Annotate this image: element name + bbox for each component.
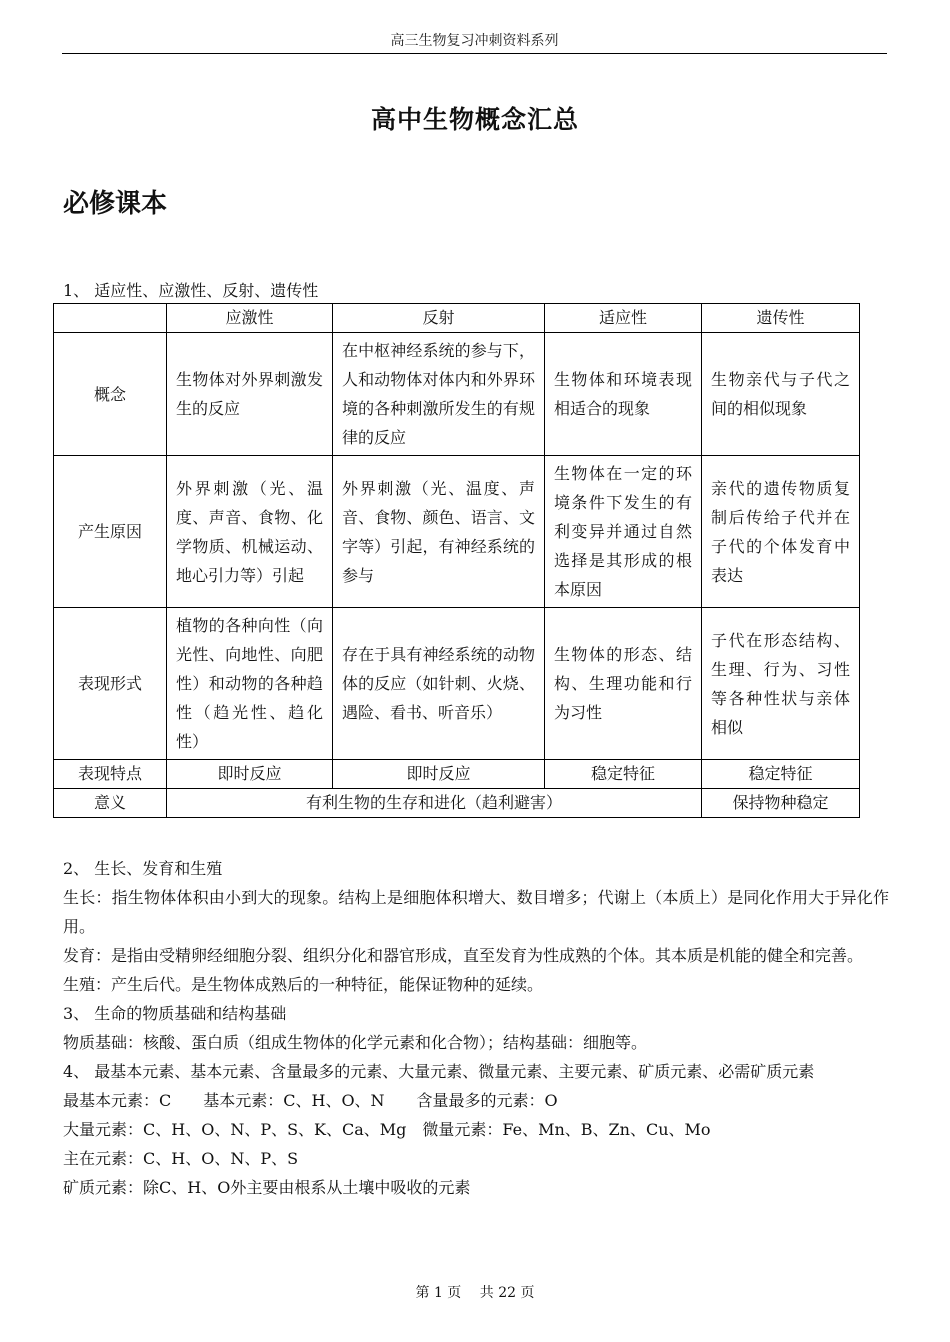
- table-cell: 生物体的形态、结构、生理功能和行为习性: [545, 608, 702, 760]
- q1-heading: 1、 适应性、应激性、反射、遗传性: [63, 281, 319, 300]
- column-header: 遗传性: [702, 304, 860, 333]
- table-header-row: [54, 304, 860, 333]
- q4-line: 矿质元素：除C、H、O外主要由根系从土壤中吸收的元素: [63, 1178, 471, 1197]
- row-label: 概念: [54, 333, 167, 456]
- row-label: 表现特点: [54, 760, 167, 789]
- table-cell: 亲代的遗传物质复制后传给子代并在子代的个体发育中表达: [702, 456, 860, 608]
- table-cell: 生物体在一定的环境条件下发生的有利变异并通过自然选择是其形成的根本原因: [545, 456, 702, 608]
- row-label: 产生原因: [54, 456, 167, 608]
- table-row: [54, 333, 860, 456]
- document-title: 高中生物概念汇总: [370, 105, 579, 134]
- q4-line: 最基本元素：C 基本元素：C、H、O、N 含量最多的元素：O: [63, 1091, 558, 1110]
- table-cell: 稳定特征: [702, 760, 860, 789]
- q3-heading: 3、 生命的物质基础和结构基础: [63, 1004, 287, 1023]
- q4-heading: 4、 最基本元素、基本元素、含量最多的元素、大量元素、微量元素、主要元素、矿质元素、必需矿质元素: [63, 1062, 815, 1081]
- table-cell: 稳定特征: [545, 760, 702, 789]
- q2-heading: 2、 生长、发育和生殖: [63, 859, 223, 878]
- concept-comparison-table: [53, 303, 860, 818]
- table-row: [54, 789, 860, 818]
- column-header: 适应性: [545, 304, 702, 333]
- table-cell: 存在于具有神经系统的动物体的反应（如针刺、火烧、遇险、看书、听音乐）: [333, 608, 545, 760]
- table-row: [54, 760, 860, 789]
- growth-definition: 生长：指生物体体积由小到大的现象。结构上是细胞体积增大、数目增多；代谢上（本质上）是同化作用大于异化作用。: [63, 888, 889, 936]
- running-title: 高三生物复习冲刺资料系列: [390, 33, 559, 49]
- table-cell: 即时反应: [333, 760, 545, 789]
- section-heading: 必修课本: [63, 189, 168, 219]
- q3-text: 物质基础：核酸、蛋白质（组成生物体的化学元素和化合物）；结构基础：细胞等。: [63, 1033, 648, 1052]
- column-header: 反射: [333, 304, 545, 333]
- row-label: 意义: [54, 789, 167, 818]
- table-cell: 外界刺激（光、温度、声音、食物、颜色、语言、文字等）引起，有神经系统的参与: [333, 456, 545, 608]
- table-cell: 植物的各种向性（向光性、向地性、向肥性）和动物的各种趋性（趋光性、趋化性）: [167, 608, 333, 760]
- development-definition: 发育：是指由受精卵经细胞分裂、组织分化和器官形成，直至发育为性成熟的个体。其本质是机能的健全和完善。: [63, 946, 864, 965]
- table-cell: 在中枢神经系统的参与下，人和动物体对体内和外界环境的各种刺激所发生的有规律的反应: [333, 333, 545, 456]
- merged-cell: 有利生物的生存和进化（趋利避害）: [167, 789, 702, 818]
- table-row: [54, 608, 860, 760]
- table-cell: 保持物种稳定: [702, 789, 860, 818]
- body-text: [63, 854, 889, 1202]
- page-footer: 第 1 页 共 22 页: [415, 1285, 535, 1301]
- q4-line: 大量元素：C、H、O、N、P、S、K、Ca、Mg 微量元素：Fe、Mn、B、Zn、Cu、Mo: [63, 1120, 711, 1139]
- table-row: [54, 456, 860, 608]
- table-cell: 生物体和环境表现相适合的现象: [545, 333, 702, 456]
- row-label: 表现形式: [54, 608, 167, 760]
- table-cell: 外界刺激（光、温度、声音、食物、化学物质、机械运动、地心引力等）引起: [167, 456, 333, 608]
- table-cell: 即时反应: [167, 760, 333, 789]
- q4-line: 主在元素：C、H、O、N、P、S: [63, 1149, 299, 1168]
- reproduction-definition: 生殖：产生后代。是生物体成熟后的一种特征，能保证物种的延续。: [63, 975, 544, 994]
- column-header: 应激性: [167, 304, 333, 333]
- table-cell: 生物亲代与子代之间的相似现象: [702, 333, 860, 456]
- table-cell: 子代在形态结构、生理、行为、习性等各种性状与亲体相似: [702, 608, 860, 760]
- page-header: [62, 33, 887, 54]
- table-corner-cell: [54, 304, 167, 333]
- table-cell: 生物体对外界刺激发生的反应: [167, 333, 333, 456]
